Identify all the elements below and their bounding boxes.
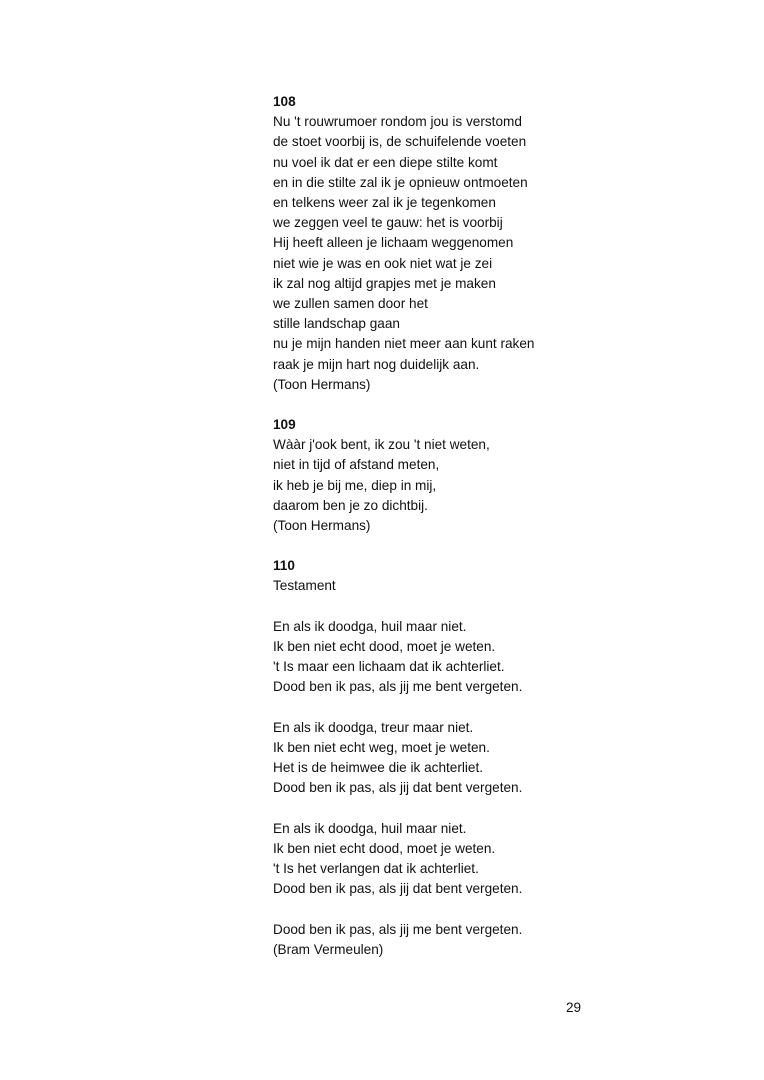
poem-line: Hij heeft alleen je lichaam weggenomen [273,235,514,251]
poem-line: Ik ben niet echt dood, moet je weten. [273,841,496,857]
poem-line: Het is de heimwee die ik achterliet. [273,760,484,776]
poem-line: niet wie je was en ook niet wat je zei [273,255,493,271]
stanza [273,920,733,960]
poem-line: Dood ben ik pas, als jij me bent vergeten. [273,679,523,695]
poem-108 [273,92,733,395]
poem-line: en in die stilte zal ik je opnieuw ontmoeten [273,174,528,190]
poem-line: En als ik doodga, treur maar niet. [273,719,474,735]
poem-line: en telkens weer zal ik je tegenkomen [273,195,496,211]
page-content [273,92,733,980]
poem-line: Dood ben ik pas, als jij dat bent vergeten. [273,780,523,796]
poem-line: de stoet voorbij is, de schuifelende voeten [273,134,527,150]
stanza [273,112,733,395]
stanza [273,819,733,900]
poem-line: we zeggen veel te gauw: het is voorbij [273,215,503,231]
poem-line: nu je mijn handen niet meer aan kunt raken [273,336,535,352]
poem-line: 't Is maar een lichaam dat ik achterliet. [273,659,505,675]
poem-line: 't Is het verlangen dat ik achterliet. [273,861,479,877]
poem-line: Nu 't rouwrumoer rondom jou is verstomd [273,114,522,130]
poem-number: 108 [273,94,296,109]
stanza [273,718,733,799]
poem-line: daarom ben je zo dichtbij. [273,497,428,513]
stanza [273,617,733,698]
poem-number: 109 [273,417,296,433]
poem-line: ik heb je bij me, diep in mij, [273,477,437,493]
poem-line: Ik ben niet echt weg, moet je weten. [273,740,490,756]
poem-line: nu voel ik dat er een diepe stilte komt [273,154,498,170]
stanza [273,576,733,596]
poem-number: 110 [273,558,295,574]
poem-109 [273,415,733,536]
poem-line: En als ik doodga, huil maar niet. [273,820,467,836]
poem-110 [273,556,733,960]
stanza [273,435,733,536]
poem-line: (Bram Vermeulen) [273,942,384,958]
poem-line: Ik ben niet echt dood, moet je weten. [273,639,496,655]
poem-line: ik zal nog altijd grapjes met je maken [273,275,496,291]
poem-line: (Toon Hermans) [273,376,371,392]
poem-line: En als ik doodga, huil maar niet. [273,618,467,634]
poem-line: Dood ben ik pas, als jij me bent vergeten. [273,921,523,937]
poem-line: stille landschap gaan [273,316,400,332]
poem-line: Testament [273,578,336,594]
poem-line: Dood ben ik pas, als jij dat bent vergeten. [273,881,523,897]
poem-line: we zullen samen door het [273,296,428,312]
poem-line: raak je mijn hart nog duidelijk aan. [273,356,480,372]
poem-line: niet in tijd of afstand meten, [273,457,440,473]
page-number: 29 [566,1000,582,1015]
poem-line: (Toon Hermans) [273,518,371,534]
poem-line: Wààr j'ook bent, ik zou 't niet weten, [273,437,490,453]
